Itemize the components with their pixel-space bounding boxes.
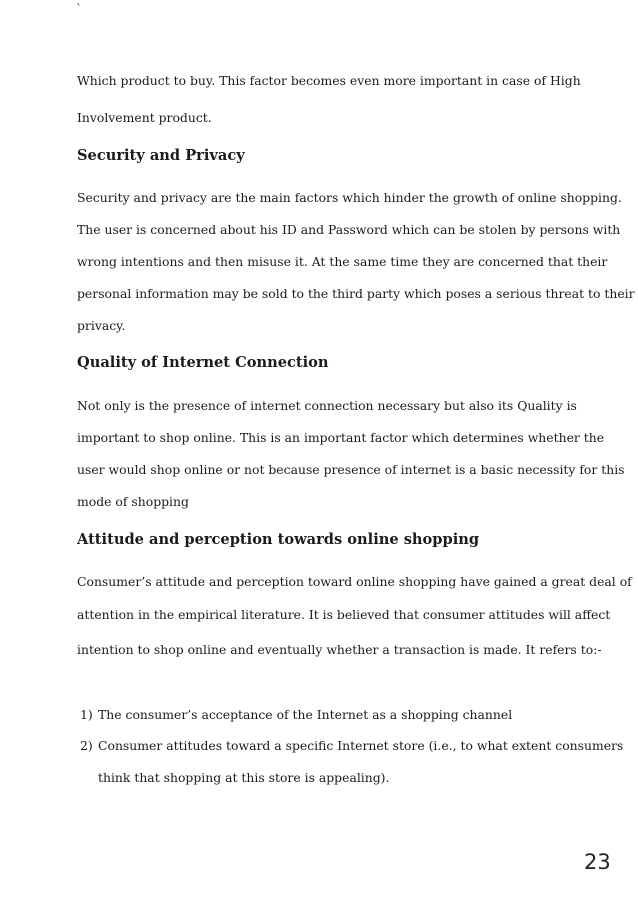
heading-attitude-perception: Attitude and perception towards online shopping xyxy=(77,531,480,548)
list-number-1: 1) xyxy=(80,707,93,722)
intro-line-2: Involvement product. xyxy=(77,110,212,125)
list-item-2-line-1: Consumer attitudes toward a specific Internet store (i.e., to what extent consumers xyxy=(98,738,624,753)
attitude-line-1: Consumer’s attitude and perception toward online shopping have gained a great deal of xyxy=(77,574,632,589)
heading-security-privacy: Security and Privacy xyxy=(77,147,245,164)
quality-line-2: important to shop online. This is an important factor which determines whether the xyxy=(77,430,605,445)
security-line-1: Security and privacy are the main factors which hinder the growth of online shopping. xyxy=(77,190,622,205)
security-line-2: The user is concerned about his ID and Password which can be stolen by persons with xyxy=(77,222,621,237)
list-item-2-line-2: think that shopping at this store is appealing). xyxy=(98,770,390,785)
quality-line-4: mode of shopping xyxy=(77,494,189,509)
heading-internet-quality: Quality of Internet Connection xyxy=(77,354,329,371)
quality-line-1: Not only is the presence of internet connection necessary but also its Quality is xyxy=(77,398,577,413)
intro-line-1: Which product to buy. This factor becomes even more important in case of High xyxy=(77,73,581,88)
top-mark: ` xyxy=(76,2,82,16)
security-line-5: privacy. xyxy=(77,318,126,333)
attitude-line-2: attention in the empirical literature. It is believed that consumer attitudes will affect xyxy=(77,607,611,622)
quality-line-3: user would shop online or not because presence of internet is a basic necessity for this xyxy=(77,462,625,477)
list-item-1-line-1: The consumer’s acceptance of the Internet as a shopping channel xyxy=(98,707,513,722)
security-line-4: personal information may be sold to the third party which poses a serious threat to their xyxy=(77,286,635,301)
security-line-3: wrong intentions and then misuse it. At the same time they are concerned that their xyxy=(77,254,608,269)
attitude-line-3: intention to shop online and eventually whether a transaction is made. It refers to:- xyxy=(77,642,602,657)
list-number-2: 2) xyxy=(80,738,93,753)
page-number: 23 xyxy=(584,850,611,874)
